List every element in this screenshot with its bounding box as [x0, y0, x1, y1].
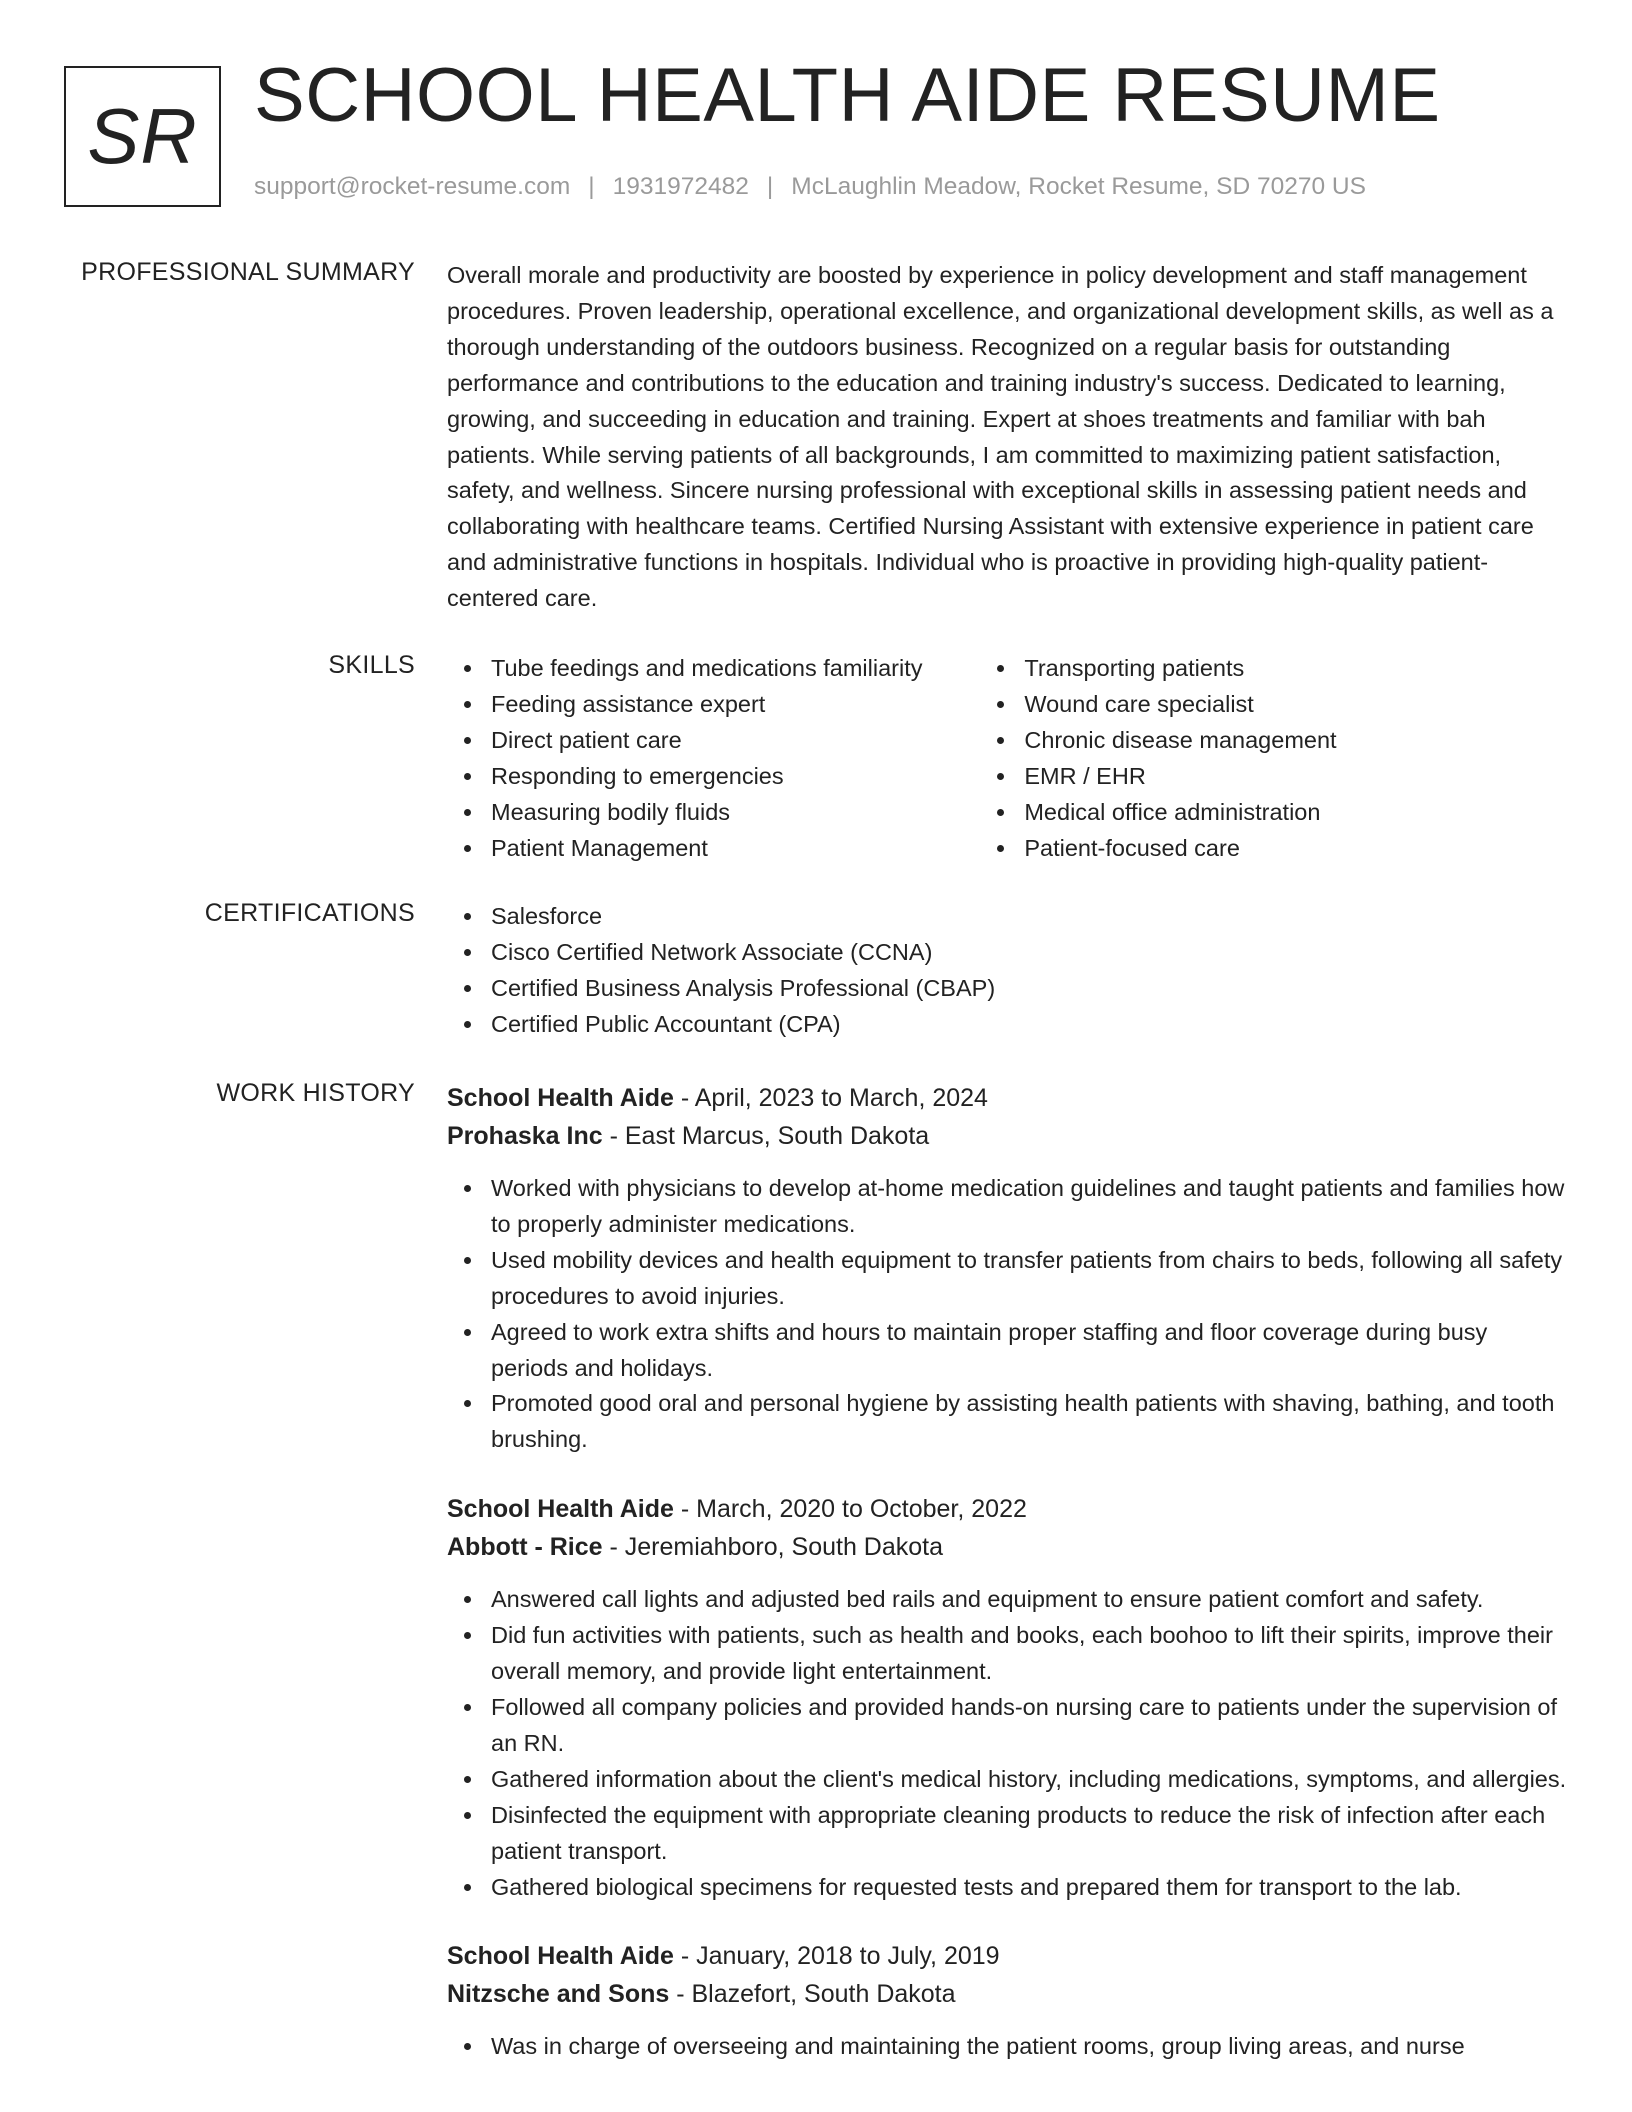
contact-email: support@rocket-resume.com: [254, 173, 571, 200]
job-company-line: [447, 1117, 1567, 1155]
job-duty-item: Agreed to work extra shifts and hours to maintain proper staffing and floor coverage during busy periods and holidays.: [491, 1315, 1567, 1387]
skills-list-left: [447, 651, 980, 866]
job-title-line: [447, 1079, 1567, 1117]
job-duty-item: Worked with physicians to develop at-home medication guidelines and taught patients and families how to properly administer medications.: [491, 1171, 1567, 1243]
section-heading-skills: SKILLS: [328, 651, 415, 679]
skill-item: Direct patient care: [491, 723, 980, 759]
job-dates: - April, 2023 to March, 2024: [680, 1084, 988, 1112]
skill-item: Wound care specialist: [1024, 687, 1567, 723]
job-duties-list: [447, 1171, 1567, 1458]
job-company-line: [447, 1975, 1567, 2013]
contact-phone: 1931972482: [612, 173, 749, 200]
job-dates: - January, 2018 to July, 2019: [680, 1942, 1000, 1971]
section-heading-certifications: CERTIFICATIONS: [204, 899, 415, 927]
contact-separator: |: [588, 173, 595, 200]
section-heading-work-history: WORK HISTORY: [216, 1079, 415, 1107]
skill-item: Patient Management: [491, 831, 980, 867]
certification-item: Certified Business Analysis Professional (CBAP): [491, 971, 1567, 1007]
skill-item: Chronic disease management: [1024, 723, 1567, 759]
job-duty-item: Promoted good oral and personal hygiene by assisting health patients with shaving, bathing, and tooth brushing.: [491, 1386, 1567, 1458]
job-title: School Health Aide: [447, 1084, 674, 1112]
job-duty-item: Gathered biological specimens for requested tests and prepared them for transport to the lab.: [491, 1870, 1567, 1906]
job-title: School Health Aide: [447, 1495, 674, 1524]
job-company: Abbott - Rice: [447, 1533, 603, 1562]
monogram-logo: [64, 66, 221, 207]
job-title-line: [447, 1937, 1567, 1975]
certification-item: Certified Public Accountant (CPA): [491, 1007, 1567, 1043]
monogram-initials: SR: [87, 92, 198, 180]
contact-line: [254, 173, 1366, 201]
job-duty-item: Was in charge of overseeing and maintaining the patient rooms, group living areas, and nurse: [491, 2029, 1567, 2065]
job-location: - Blazefort, South Dakota: [676, 1980, 956, 2009]
job-company: Nitzsche and Sons: [447, 1980, 670, 2009]
skill-item: Tube feedings and medications familiarity: [491, 651, 980, 687]
contact-address: McLaughlin Meadow, Rocket Resume, SD 70270 US: [791, 173, 1366, 200]
job-title: School Health Aide: [447, 1942, 674, 1971]
skill-item: Feeding assistance expert: [491, 687, 980, 723]
work-history-body: [447, 1079, 1567, 2097]
summary-body: [447, 258, 1567, 617]
job-duties-list: [447, 2029, 1567, 2065]
job-duty-item: Did fun activities with patients, such as health and books, each boohoo to lift their spirits, improve their overall memory, and provide light entertainment.: [491, 1618, 1567, 1690]
job-duties-list: [447, 1582, 1567, 1905]
job-duty-item: Used mobility devices and health equipment to transfer patients from chairs to beds, following all safety procedures to avoid injuries.: [491, 1243, 1567, 1315]
job-company: Prohaska Inc: [447, 1122, 603, 1150]
skill-item: Measuring bodily fluids: [491, 795, 980, 831]
skill-item: EMR / EHR: [1024, 759, 1567, 795]
certifications-list: [447, 899, 1567, 1043]
certification-item: Cisco Certified Network Associate (CCNA): [491, 935, 1567, 971]
summary-text: Overall morale and productivity are boosted by experience in policy development and staff management procedures. Proven leadership, operational excellence, and organizational development skills, as well as a thorough understanding of the outdoors business. Recognized on a regular basis for outstanding performance and contributions to the education and training industry's success. Dedicated to learning, growing, and succeeding in education and training. Expert at shoes treatments and familiar with bah patients. While serving patients of all backgrounds, I am committed to maximizing patient satisfaction, safety, and wellness. Sincere nursing professional with exceptional skills in assessing patient needs and collaborating with healthcare teams. Certified Nursing Assistant with extensive experience in patient care and administrative functions in hospitals. Individual who is proactive in providing high-quality patient-centered care.: [447, 262, 1554, 612]
skills-list-right: [980, 651, 1567, 866]
job-location: - East Marcus, South Dakota: [609, 1122, 930, 1150]
page-title: SCHOOL HEALTH AIDE RESUME: [254, 53, 1441, 138]
job-dates: - March, 2020 to October, 2022: [680, 1495, 1027, 1524]
skill-item: Medical office administration: [1024, 795, 1567, 831]
job-entry: [447, 1490, 1567, 1905]
job-entry: [447, 1079, 1567, 1458]
job-location: - Jeremiahboro, South Dakota: [609, 1533, 944, 1562]
skill-item: Transporting patients: [1024, 651, 1567, 687]
job-company-line: [447, 1528, 1567, 1566]
certifications-body: [447, 899, 1567, 1043]
section-heading-summary: PROFESSIONAL SUMMARY: [81, 258, 415, 286]
job-duty-item: Disinfected the equipment with appropriate cleaning products to reduce the risk of infection after each patient transport.: [491, 1798, 1567, 1870]
skill-item: Patient-focused care: [1024, 831, 1567, 867]
skill-item: Responding to emergencies: [491, 759, 980, 795]
job-title-line: [447, 1490, 1567, 1528]
job-duty-item: Followed all company policies and provided hands-on nursing care to patients under the supervision of an RN.: [491, 1690, 1567, 1762]
contact-separator: |: [766, 173, 774, 200]
certification-item: Salesforce: [491, 899, 1567, 935]
job-entry: [447, 1937, 1567, 2065]
job-duty-item: Gathered information about the client's medical history, including medications, symptoms, and allergies.: [491, 1762, 1567, 1798]
job-duty-item: Answered call lights and adjusted bed rails and equipment to ensure patient comfort and safety.: [491, 1582, 1567, 1618]
skills-body: [447, 651, 1567, 866]
